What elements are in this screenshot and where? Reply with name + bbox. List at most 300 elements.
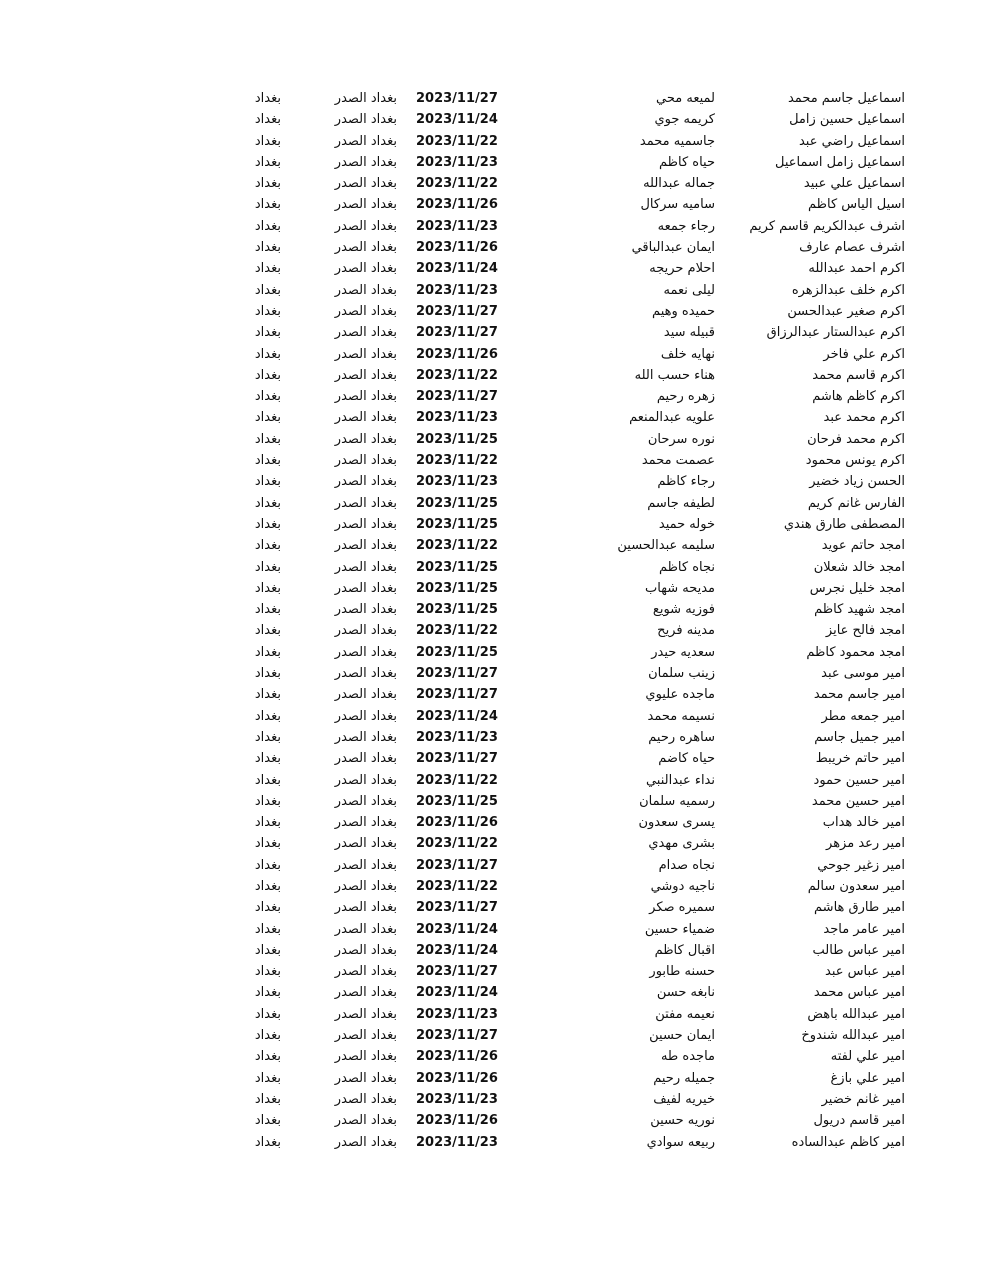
city: بغداد bbox=[254, 1049, 281, 1065]
mother-name: حميده وهيم bbox=[652, 303, 715, 319]
area: بغداد الصدر bbox=[334, 1091, 397, 1107]
city: بغداد bbox=[254, 91, 281, 106]
area: بغداد الصدر bbox=[334, 1113, 397, 1129]
mother-name: حسنه طابور bbox=[649, 964, 715, 980]
person-name: اشرف عبدالكريم قاسم كريم bbox=[749, 218, 905, 234]
date: 2023/11/27 bbox=[416, 900, 498, 916]
area: بغداد الصدر bbox=[334, 282, 397, 298]
area: بغداد الصدر bbox=[334, 346, 397, 362]
mother-name: ليلى نعمه bbox=[663, 282, 715, 298]
person-name: اسماعيل زامل اسماعيل bbox=[775, 154, 905, 170]
date: 2023/11/24 bbox=[416, 942, 498, 958]
date: 2023/11/23 bbox=[416, 729, 498, 745]
list-item bbox=[0, 599, 989, 620]
area: بغداد الصدر bbox=[334, 878, 397, 894]
city: بغداد bbox=[254, 964, 281, 980]
person-name: اكرم صغير عبدالحسن bbox=[787, 303, 905, 319]
list-item bbox=[0, 301, 989, 322]
person-name: اكرم علي فاخر bbox=[823, 346, 905, 362]
mother-name: فوزيه شويع bbox=[652, 602, 715, 618]
city: بغداد bbox=[254, 367, 281, 383]
list-item bbox=[0, 152, 989, 173]
list-item bbox=[0, 131, 989, 152]
city: بغداد bbox=[254, 836, 281, 852]
mother-name: نسيمه محمد bbox=[647, 708, 715, 724]
date: 2023/11/27 bbox=[416, 303, 498, 319]
list-item bbox=[0, 1089, 989, 1110]
city: بغداد bbox=[254, 815, 281, 831]
mother-name: نجاه صدام bbox=[658, 857, 715, 873]
city: بغداد bbox=[254, 729, 281, 745]
person-name: امير جمعه مطر bbox=[821, 708, 905, 724]
area: بغداد الصدر bbox=[334, 1134, 397, 1150]
date: 2023/11/27 bbox=[416, 325, 498, 341]
area: بغداد الصدر bbox=[334, 261, 397, 277]
area: بغداد الصدر bbox=[334, 453, 397, 469]
mother-name: مدينه فريح bbox=[657, 623, 715, 639]
city: بغداد bbox=[254, 218, 281, 234]
person-name: امير عباس محمد bbox=[813, 985, 905, 1001]
list-item bbox=[0, 450, 989, 471]
city: بغداد bbox=[254, 623, 281, 639]
mother-name: ناجيه دوشي bbox=[650, 878, 715, 894]
area: بغداد الصدر bbox=[334, 112, 397, 128]
person-name: اكرم محمد فرحان bbox=[807, 431, 905, 447]
city: بغداد bbox=[254, 261, 281, 277]
area: بغداد الصدر bbox=[334, 772, 397, 788]
date: 2023/11/27 bbox=[416, 91, 498, 106]
date: 2023/11/22 bbox=[416, 367, 498, 383]
list-item bbox=[0, 578, 989, 599]
area: بغداد الصدر bbox=[334, 495, 397, 511]
area: بغداد الصدر bbox=[334, 197, 397, 213]
list-item bbox=[0, 280, 989, 301]
person-name: اكرم خلف عبدالزهره bbox=[791, 282, 905, 298]
area: بغداد الصدر bbox=[334, 985, 397, 1001]
area: بغداد الصدر bbox=[334, 921, 397, 937]
date: 2023/11/26 bbox=[416, 1049, 498, 1065]
area: بغداد الصدر bbox=[334, 410, 397, 426]
area: بغداد الصدر bbox=[334, 687, 397, 703]
date: 2023/11/25 bbox=[416, 580, 498, 596]
city: بغداد bbox=[254, 410, 281, 426]
area: بغداد الصدر bbox=[334, 367, 397, 383]
date: 2023/11/25 bbox=[416, 516, 498, 532]
city: بغداد bbox=[254, 495, 281, 511]
list-item bbox=[0, 855, 989, 876]
mother-name: رجاء جمعه bbox=[657, 218, 715, 234]
city: بغداد bbox=[254, 1134, 281, 1150]
mother-name: حياه كاضم bbox=[658, 751, 715, 767]
list-item bbox=[0, 1068, 989, 1089]
city: بغداد bbox=[254, 346, 281, 362]
city: بغداد bbox=[254, 240, 281, 256]
date: 2023/11/23 bbox=[416, 1091, 498, 1107]
person-name: امير حسين محمد bbox=[811, 793, 905, 809]
list-item bbox=[0, 961, 989, 982]
area: بغداد الصدر bbox=[334, 602, 397, 618]
date: 2023/11/24 bbox=[416, 261, 498, 277]
list-item bbox=[0, 194, 989, 215]
person-name: امير قاسم دريول bbox=[813, 1113, 905, 1129]
area: بغداد الصدر bbox=[334, 91, 397, 106]
city: بغداد bbox=[254, 878, 281, 894]
area: بغداد الصدر bbox=[334, 580, 397, 596]
city: بغداد bbox=[254, 197, 281, 213]
date: 2023/11/23 bbox=[416, 1006, 498, 1022]
list-item bbox=[0, 109, 989, 130]
person-name: امجد حاتم عويد bbox=[821, 538, 905, 554]
area: بغداد الصدر bbox=[334, 623, 397, 639]
date: 2023/11/24 bbox=[416, 921, 498, 937]
person-name: اسماعيل حسين زامل bbox=[789, 112, 905, 128]
date: 2023/11/27 bbox=[416, 1028, 498, 1044]
city: بغداد bbox=[254, 793, 281, 809]
mother-name: نهايه خلف bbox=[660, 346, 715, 362]
person-name: امير كاظم عبدالساده bbox=[791, 1134, 905, 1150]
city: بغداد bbox=[254, 154, 281, 170]
city: بغداد bbox=[254, 325, 281, 341]
date: 2023/11/22 bbox=[416, 133, 498, 149]
area: بغداد الصدر bbox=[334, 708, 397, 724]
area: بغداد الصدر bbox=[334, 942, 397, 958]
date: 2023/11/25 bbox=[416, 431, 498, 447]
list-item bbox=[0, 791, 989, 812]
person-name: امير طارق هاشم bbox=[814, 900, 905, 916]
mother-name: نوريه حسين bbox=[650, 1113, 715, 1129]
mother-name: جاسميه محمد bbox=[639, 133, 715, 149]
area: بغداد الصدر bbox=[334, 176, 397, 192]
date: 2023/11/27 bbox=[416, 964, 498, 980]
list-item bbox=[0, 514, 989, 535]
area: بغداد الصدر bbox=[334, 559, 397, 575]
city: بغداد bbox=[254, 580, 281, 596]
area: بغداد الصدر bbox=[334, 516, 397, 532]
date: 2023/11/25 bbox=[416, 602, 498, 618]
city: بغداد bbox=[254, 1070, 281, 1086]
person-name: امير حسين حمود bbox=[813, 772, 905, 788]
list-item bbox=[0, 1110, 989, 1131]
mother-name: سليمه عبدالحسين bbox=[617, 538, 715, 554]
area: بغداد الصدر bbox=[334, 1028, 397, 1044]
city: بغداد bbox=[254, 474, 281, 490]
date: 2023/11/23 bbox=[416, 474, 498, 490]
person-name: امير جاسم محمد bbox=[813, 687, 905, 703]
mother-name: ماجده عليوي bbox=[645, 687, 715, 703]
area: بغداد الصدر bbox=[334, 836, 397, 852]
mother-name: خوله حميد bbox=[658, 516, 715, 532]
person-name: امير غانم خضير bbox=[821, 1091, 905, 1107]
area: بغداد الصدر bbox=[334, 431, 397, 447]
mother-name: جميله رحيم bbox=[653, 1070, 715, 1086]
list-item bbox=[0, 748, 989, 769]
person-name: اكرم محمد عبد bbox=[823, 410, 905, 426]
person-name: الحسن زياد خضير bbox=[809, 474, 905, 490]
city: بغداد bbox=[254, 1113, 281, 1129]
person-name: امير حاتم خريبط bbox=[815, 751, 905, 767]
date: 2023/11/27 bbox=[416, 389, 498, 405]
mother-name: ربيعه سوادي bbox=[646, 1134, 715, 1150]
mother-name: زهره رحيم bbox=[656, 389, 715, 405]
date: 2023/11/26 bbox=[416, 240, 498, 256]
person-name: امير موسى عبد bbox=[821, 666, 905, 682]
person-name: امير علي لفته bbox=[830, 1049, 905, 1065]
date: 2023/11/26 bbox=[416, 815, 498, 831]
city: بغداد bbox=[254, 1028, 281, 1044]
records-list bbox=[0, 88, 989, 1153]
area: بغداد الصدر bbox=[334, 538, 397, 554]
person-name: امير عبدالله باهض bbox=[807, 1006, 905, 1022]
area: بغداد الصدر bbox=[334, 857, 397, 873]
date: 2023/11/25 bbox=[416, 495, 498, 511]
city: بغداد bbox=[254, 453, 281, 469]
person-name: اسماعيل راضي عبد bbox=[798, 133, 905, 149]
date: 2023/11/27 bbox=[416, 857, 498, 873]
city: بغداد bbox=[254, 985, 281, 1001]
area: بغداد الصدر bbox=[334, 666, 397, 682]
city: بغداد bbox=[254, 112, 281, 128]
list-item bbox=[0, 557, 989, 578]
city: بغداد bbox=[254, 708, 281, 724]
date: 2023/11/26 bbox=[416, 1113, 498, 1129]
city: بغداد bbox=[254, 559, 281, 575]
date: 2023/11/25 bbox=[416, 793, 498, 809]
list-item bbox=[0, 258, 989, 279]
area: بغداد الصدر bbox=[334, 389, 397, 405]
person-name: امير رعد مزهر bbox=[826, 836, 905, 852]
list-item bbox=[0, 982, 989, 1003]
city: بغداد bbox=[254, 921, 281, 937]
date: 2023/11/22 bbox=[416, 176, 498, 192]
person-name: امجد خليل نجرس bbox=[809, 580, 905, 596]
date: 2023/11/23 bbox=[416, 154, 498, 170]
area: بغداد الصدر bbox=[334, 793, 397, 809]
date: 2023/11/26 bbox=[416, 197, 498, 213]
list-item bbox=[0, 216, 989, 237]
person-name: امجد فالح عايز bbox=[825, 623, 905, 639]
person-name: اكرم يونس محمود bbox=[805, 453, 905, 469]
mother-name: بشرى مهدي bbox=[648, 836, 715, 852]
city: بغداد bbox=[254, 666, 281, 682]
city: بغداد bbox=[254, 538, 281, 554]
mother-name: ساميه سركال bbox=[640, 197, 715, 213]
person-name: اشرف عصام عارف bbox=[799, 240, 905, 256]
mother-name: ايمان عبدالباقي bbox=[631, 240, 715, 256]
date: 2023/11/23 bbox=[416, 218, 498, 234]
list-item bbox=[0, 876, 989, 897]
mother-name: نوره سرحان bbox=[647, 431, 715, 447]
person-name: المصطفى طارق هندي bbox=[783, 516, 905, 532]
list-item bbox=[0, 1025, 989, 1046]
city: بغداد bbox=[254, 942, 281, 958]
city: بغداد bbox=[254, 1006, 281, 1022]
person-name: اسماعيل علي عبيد bbox=[803, 176, 905, 192]
list-item bbox=[0, 237, 989, 258]
date: 2023/11/23 bbox=[416, 1134, 498, 1150]
date: 2023/11/22 bbox=[416, 538, 498, 554]
list-item bbox=[0, 642, 989, 663]
mother-name: نداء عبدالنبي bbox=[645, 772, 715, 788]
area: بغداد الصدر bbox=[334, 1070, 397, 1086]
city: بغداد bbox=[254, 900, 281, 916]
person-name: امجد خالد شعلان bbox=[813, 559, 905, 575]
person-name: امير عباس طالب bbox=[812, 942, 905, 958]
date: 2023/11/27 bbox=[416, 751, 498, 767]
city: بغداد bbox=[254, 602, 281, 618]
date: 2023/11/24 bbox=[416, 708, 498, 724]
list-item bbox=[0, 1132, 989, 1153]
person-name: اكرم قاسم محمد bbox=[812, 367, 905, 383]
person-name: امير جميل جاسم bbox=[814, 729, 905, 745]
date: 2023/11/25 bbox=[416, 644, 498, 660]
date: 2023/11/23 bbox=[416, 282, 498, 298]
mother-name: عصمت محمد bbox=[641, 453, 715, 469]
mother-name: احلام حريجه bbox=[649, 261, 715, 277]
city: بغداد bbox=[254, 644, 281, 660]
date: 2023/11/22 bbox=[416, 623, 498, 639]
area: بغداد الصدر bbox=[334, 154, 397, 170]
mother-name: زينب سلمان bbox=[648, 666, 715, 682]
mother-name: رجاء كاظم bbox=[657, 474, 715, 490]
list-item bbox=[0, 1046, 989, 1067]
area: بغداد الصدر bbox=[334, 240, 397, 256]
mother-name: سعديه حيدر bbox=[651, 644, 715, 660]
date: 2023/11/22 bbox=[416, 453, 498, 469]
date: 2023/11/22 bbox=[416, 878, 498, 894]
date: 2023/11/26 bbox=[416, 346, 498, 362]
date: 2023/11/24 bbox=[416, 112, 498, 128]
list-item bbox=[0, 493, 989, 514]
area: بغداد الصدر bbox=[334, 900, 397, 916]
person-name: اكرم احمد عبدالله bbox=[808, 261, 905, 277]
mother-name: سميره صكر bbox=[649, 900, 715, 916]
date: 2023/11/27 bbox=[416, 666, 498, 682]
person-name: امير عبدالله شندوخ bbox=[801, 1028, 905, 1044]
date: 2023/11/25 bbox=[416, 559, 498, 575]
list-item bbox=[0, 322, 989, 343]
date: 2023/11/27 bbox=[416, 687, 498, 703]
city: بغداد bbox=[254, 176, 281, 192]
mother-name: يسرى سعدون bbox=[638, 815, 715, 831]
mother-name: جماله عبدالله bbox=[643, 176, 715, 192]
date: 2023/11/22 bbox=[416, 772, 498, 788]
area: بغداد الصدر bbox=[334, 751, 397, 767]
mother-name: نجاه كاظم bbox=[658, 559, 715, 575]
person-name: امجد شهيد كاظم bbox=[814, 602, 905, 618]
person-name: امير علي بازغ bbox=[830, 1070, 905, 1086]
mother-name: قبيله سيد bbox=[663, 325, 715, 341]
area: بغداد الصدر bbox=[334, 729, 397, 745]
person-name: الفارس غانم كريم bbox=[807, 495, 905, 511]
date: 2023/11/24 bbox=[416, 985, 498, 1001]
mother-name: ضمياء حسين bbox=[644, 921, 715, 937]
list-item bbox=[0, 812, 989, 833]
city: بغداد bbox=[254, 133, 281, 149]
area: بغداد الصدر bbox=[334, 1006, 397, 1022]
city: بغداد bbox=[254, 389, 281, 405]
list-item bbox=[0, 833, 989, 854]
area: بغداد الصدر bbox=[334, 964, 397, 980]
list-item bbox=[0, 407, 989, 428]
list-item bbox=[0, 727, 989, 748]
city: بغداد bbox=[254, 751, 281, 767]
list-item bbox=[0, 429, 989, 450]
list-item bbox=[0, 344, 989, 365]
area: بغداد الصدر bbox=[334, 815, 397, 831]
city: بغداد bbox=[254, 516, 281, 532]
city: بغداد bbox=[254, 1091, 281, 1107]
mother-name: اقبال كاظم bbox=[654, 942, 715, 958]
list-item bbox=[0, 471, 989, 492]
area: بغداد الصدر bbox=[334, 303, 397, 319]
city: بغداد bbox=[254, 687, 281, 703]
date: 2023/11/23 bbox=[416, 410, 498, 426]
list-item bbox=[0, 684, 989, 705]
city: بغداد bbox=[254, 772, 281, 788]
person-name: امجد محمود كاظم bbox=[806, 644, 905, 660]
person-name: اكرم كاظم هاشم bbox=[812, 389, 905, 405]
mother-name: كريمه جوي bbox=[654, 112, 715, 128]
list-item bbox=[0, 897, 989, 918]
list-item bbox=[0, 535, 989, 556]
area: بغداد الصدر bbox=[334, 325, 397, 341]
date: 2023/11/22 bbox=[416, 836, 498, 852]
person-name: اكرم عبدالستار عبدالرزاق bbox=[766, 325, 905, 341]
list-item bbox=[0, 173, 989, 194]
mother-name: هناء حسب الله bbox=[634, 367, 715, 383]
list-item bbox=[0, 386, 989, 407]
mother-name: ماجده طه bbox=[660, 1049, 715, 1065]
city: بغداد bbox=[254, 857, 281, 873]
person-name: اسيل الياس كاظم bbox=[807, 197, 905, 213]
mother-name: حياه كاظم bbox=[658, 154, 715, 170]
mother-name: نعيمه مفتن bbox=[655, 1006, 715, 1022]
area: بغداد الصدر bbox=[334, 474, 397, 490]
person-name: امير عباس عبد bbox=[825, 964, 905, 980]
list-item bbox=[0, 940, 989, 961]
mother-name: لطيفه جاسم bbox=[647, 495, 715, 511]
mother-name: علويه عبدالمنعم bbox=[629, 410, 715, 426]
area: بغداد الصدر bbox=[334, 1049, 397, 1065]
city: بغداد bbox=[254, 303, 281, 319]
person-name: امير سعدون سالم bbox=[807, 878, 905, 894]
person-name: امير زغير جوحي bbox=[817, 857, 905, 873]
mother-name: ايمان حسين bbox=[649, 1028, 715, 1044]
person-name: امير خالد هداب bbox=[822, 815, 905, 831]
list-item bbox=[0, 770, 989, 791]
city: بغداد bbox=[254, 282, 281, 298]
mother-name: ساهره رحيم bbox=[648, 729, 715, 745]
list-item bbox=[0, 706, 989, 727]
area: بغداد الصدر bbox=[334, 644, 397, 660]
mother-name: رسميه سلمان bbox=[639, 793, 715, 809]
list-item bbox=[0, 919, 989, 940]
list-item bbox=[0, 1004, 989, 1025]
list-item bbox=[0, 663, 989, 684]
mother-name: لميعه محي bbox=[656, 91, 715, 106]
date: 2023/11/26 bbox=[416, 1070, 498, 1086]
mother-name: خيريه لفيف bbox=[653, 1091, 715, 1107]
area: بغداد الصدر bbox=[334, 218, 397, 234]
person-name: امير عامر ماجد bbox=[823, 921, 905, 937]
list-item bbox=[0, 88, 989, 109]
mother-name: نابغه حسن bbox=[656, 985, 715, 1001]
list-item bbox=[0, 365, 989, 386]
person-name: اسماعيل جاسم محمد bbox=[787, 91, 905, 106]
mother-name: مديحه شهاب bbox=[645, 580, 715, 596]
list-item bbox=[0, 620, 989, 641]
area: بغداد الصدر bbox=[334, 133, 397, 149]
